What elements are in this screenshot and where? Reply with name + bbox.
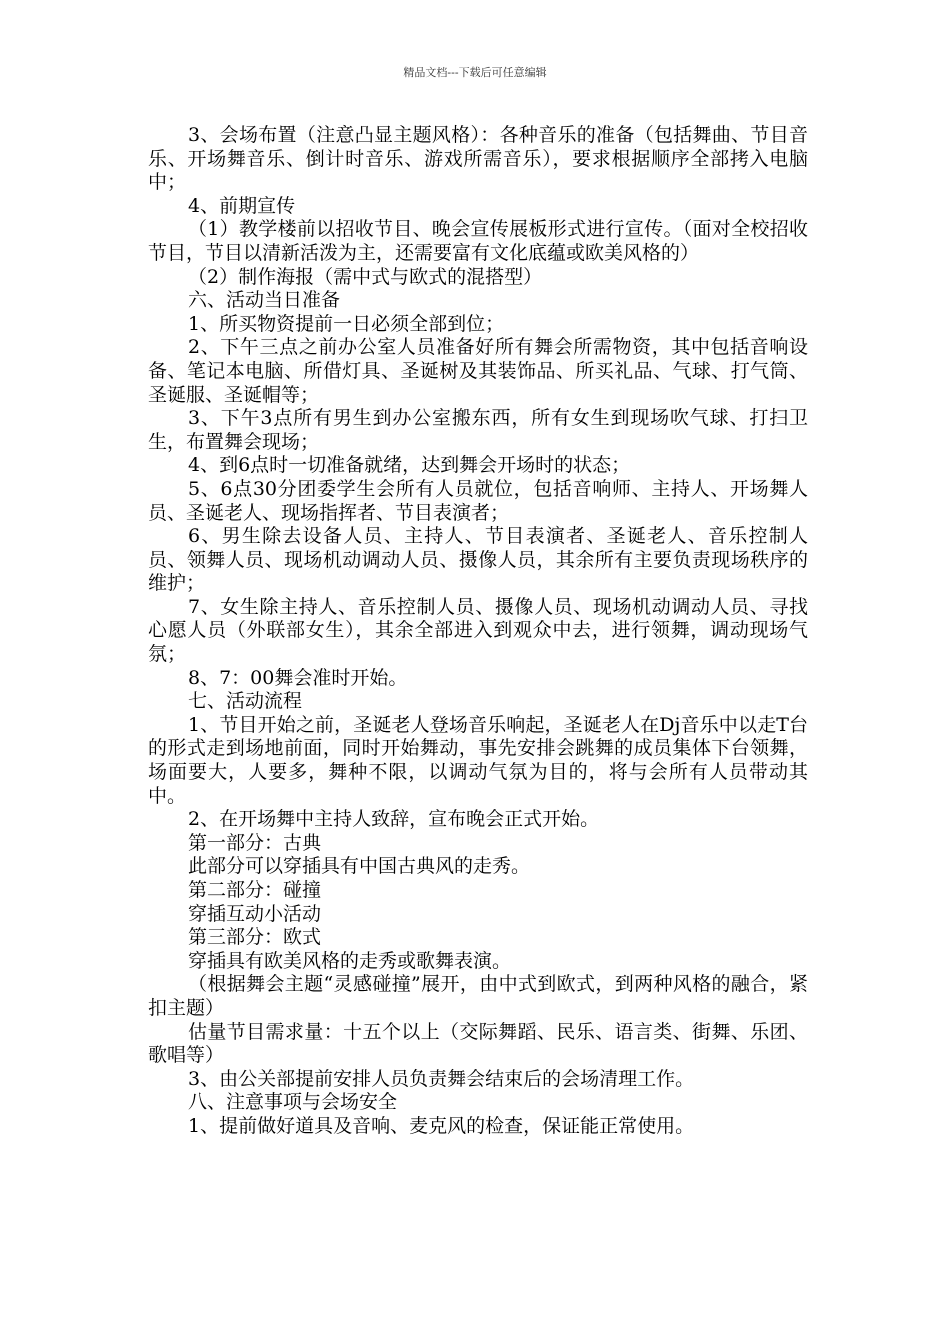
paragraph: 2、下午三点之前办公室人员准备好所有舞会所需物资，其中包括音响设备、笔记本电脑、所借灯具、圣诞树及其装饰品、所买礼品、气球、打气筒、圣诞服、圣诞帽等； [148,336,808,406]
paragraph: （根据舞会主题“灵感碰撞”展开，由中式到欧式，到两种风格的融合，紧扣主题） [148,973,808,1019]
paragraph: 2、在开场舞中主持人致辞，宣布晚会正式开始。 [188,808,600,831]
paragraph: 3、由公关部提前安排人员负责舞会结束后的会场清理工作。 [188,1067,695,1090]
paragraph: （2）制作海报（需中式与欧式的混搭型） [188,265,543,288]
paragraph: 8、7：00舞会准时开始。 [188,666,408,689]
paragraph: 5、6点30分团委学生会所有人员就位，包括音响师、主持人、开场舞人员、圣诞老人、现场指挥者、节目表演者； [148,477,808,524]
paragraph: 1、节目开始之前，圣诞老人登场音乐响起，圣诞老人在Dj音乐中以走T台的形式走到场地前面，同时开始舞动，事先安排会跳舞的成员集体下台领舞，场面要大，人要多，舞种不限，以调动气氛为目的，将与会所有人员带动其中。 [148,713,808,807]
paragraph: 1、提前做好道具及音响、麦克风的检查，保证能正常使用。 [188,1114,695,1137]
paragraph: （1）教学楼前以招收节目、晚会宣传展板形式进行宣传。（面对全校招收节目，节目以清新活泼为主，还需要富有文化底蕴或欧美风格的） [148,218,808,264]
paragraph: 穿插具有欧美风格的走秀或歌舞表演。 [188,949,512,972]
section-heading: 六、活动当日准备 [188,289,341,312]
paragraph: 估量节目需求量：十五个以上（交际舞蹈、民乐、语言类、街舞、乐团、歌唱等） [148,1020,808,1067]
paragraph: 1、所买物资提前一日必须全部到位； [188,312,505,335]
paragraph: 此部分可以穿插具有中国古典风的走秀。 [188,855,531,878]
paragraph: 6、男生除去设备人员、主持人、节目表演者、圣诞老人、音乐控制人员、领舞人员、现场机动调动人员、摄像人员，其余所有主要负责现场秩序的维护； [148,525,808,595]
section-heading: 七、活动流程 [188,690,303,713]
paragraph: 3、下午3点所有男生到办公室搬东西，所有女生到现场吹气球、打扫卫生，布置舞会现场； [148,407,808,453]
paragraph: 穿插互动小活动 [188,902,322,925]
part-heading: 第一部分：古典 [188,831,322,854]
paragraph: 4、前期宣传 [188,194,296,217]
part-heading: 第三部分：欧式 [188,926,322,949]
paragraph: 4、到6点时一切准备就绪，达到舞会开场时的状态； [188,454,631,477]
paragraph: 3、会场布置（注意凸显主题风格）：各种音乐的准备（包括舞曲、节目音乐、开场舞音乐、倒计时音乐、游戏所需音乐），要求根据顺序全部拷入电脑中； [148,124,808,194]
document-body [148,124,808,1139]
page-header: 精品文档---下载后可任意编辑 [403,66,547,79]
part-heading: 第二部分：碰撞 [188,879,322,901]
paragraph: 7、女生除主持人、音乐控制人员、摄像人员、现场机动调动人员、寻找心愿人员（外联部女生），其余全部进入到观众中去，进行领舞，调动现场气氛； [148,595,808,666]
section-heading: 八、注意事项与会场安全 [188,1091,398,1114]
